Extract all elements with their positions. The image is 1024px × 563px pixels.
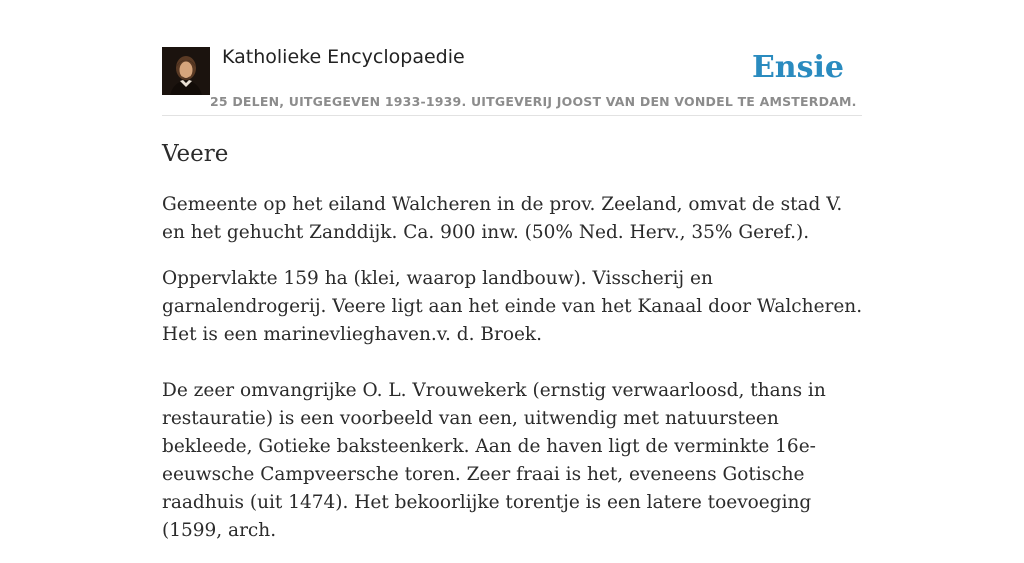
article-paragraph: Gemeente op het eiland Walcheren in de prov. Zeeland, omvat de stad V. en het gehucht Zanddijk. Ca. 900 inw. (50% Ned. Herv., 35% Geref.).	[162, 194, 843, 243]
article-paragraph: De zeer omvangrijke O. L. Vrouwekerk (ernstig verwaarloosd, thans in restauratie) is een voorbeeld van een, uitwendig met natuursteen bekleede, Gotieke baksteenkerk. Aan de haven ligt de verminkte 16e-eeuwsche Campveersche toren. Zeer fraai is het, eveneens Gotische raadhuis (uit 1474). Het bekoorlijke torentje is een latere toevoeging (1599, arch.	[162, 380, 826, 541]
article-paragraph: Oppervlakte 159 ha (klei, waarop landbouw). Visscherij en garnalendrogerij. Veere ligt aan het einde van het Kanaal door Walcheren. Het is een marinevlieghaven.v. d. Broek.	[162, 268, 863, 345]
article	[162, 138, 867, 563]
ensie-logo-link[interactable]: Ensie	[751, 50, 844, 85]
publication-subtitle: 25 DELEN, UITGEGEVEN 1933-1939. UITGEVERIJ JOOST VAN DEN VONDEL TE AMSTERDAM.	[210, 94, 857, 109]
publication-title[interactable]: Katholieke Encyclopaedie	[222, 46, 465, 68]
publication-header	[162, 40, 862, 116]
publication-avatar[interactable]	[162, 47, 210, 95]
article-title: Veere	[162, 141, 229, 167]
portrait-image	[162, 47, 210, 95]
